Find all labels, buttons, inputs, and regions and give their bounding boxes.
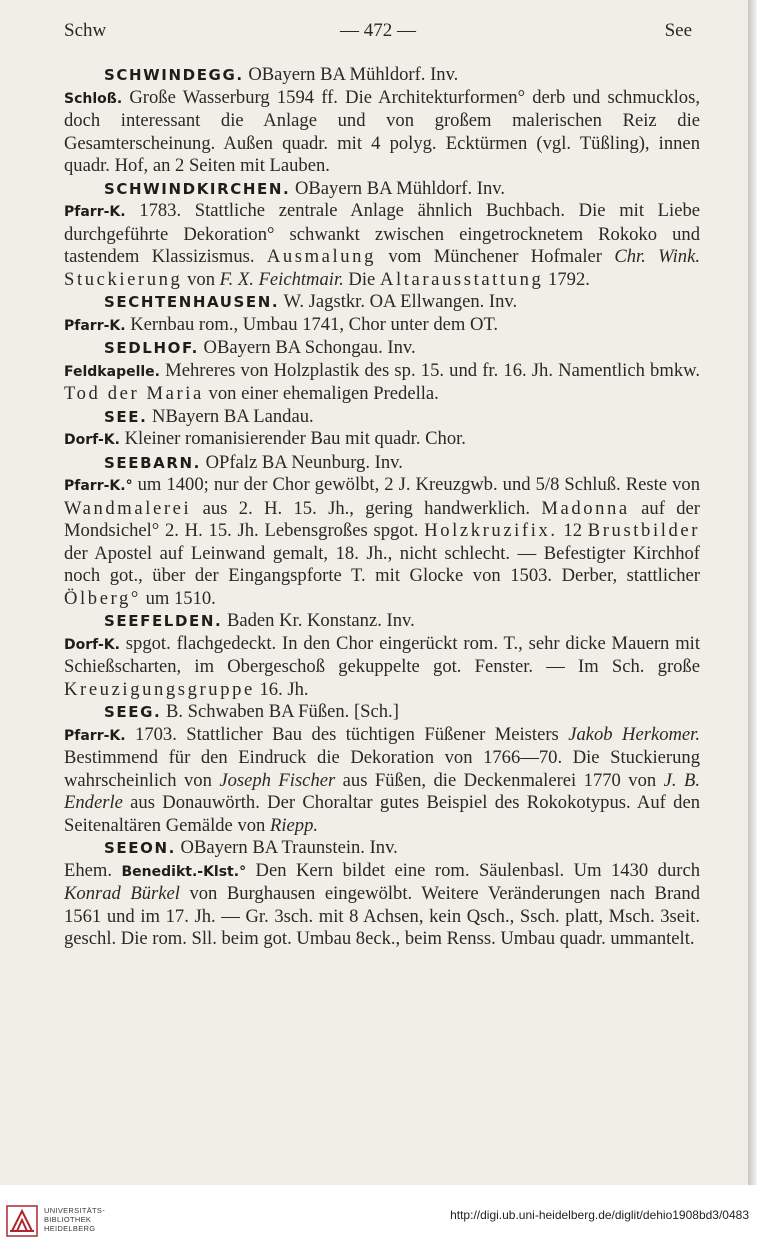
viewer-footer [0, 1185, 757, 1254]
entry-text: aus Füßen, die Deckenmalerei 1770 von [335, 769, 664, 791]
entry-text: Mehreres von Holzplastik des sp. 15. und fr. 16. Jh. Namentlich bmkw. [160, 359, 700, 381]
spaced-emphasis: Holzkruzifix. [424, 520, 558, 541]
page-number: — 472 — [340, 20, 416, 41]
entry-text: um 1510. [140, 587, 216, 609]
entry-text: spgot. flachgedeckt. In den Chor eingerückt rom. T., sehr dicke Mauern mit Schießscharten, im Obergeschoß gekuppelte got. Fenster. — Im Sch. große [64, 632, 700, 677]
entry-text: um 1400; nur der Chor gewölbt, 2 J. Kreuzgwb. und 5/8 Schluß. Reste von [132, 474, 700, 495]
artist-name: Jakob Herkomer. [568, 723, 701, 745]
entry-text: OBayern BA Mühldorf. Inv. [290, 177, 505, 199]
entry-text: 1792. [543, 268, 590, 290]
building-type-label: Pfarr-K.° [64, 478, 133, 494]
building-type-label: Schloß. [64, 90, 123, 107]
entry-text: 12 [557, 520, 588, 541]
entry-text: Den Kern bildet eine rom. Säulenbasl. Um 1430 durch [246, 859, 701, 881]
entry-text: aus 2. H. 15. Jh., gering handwerklich. [191, 497, 542, 519]
entry-heading: SEEG. [104, 703, 162, 721]
spaced-emphasis: Tod der Maria [64, 383, 204, 404]
entry-text: von Burghausen eingewölbt. Weitere Veränderungen nach Brand 1561 und im 17. Jh. — Gr. 3sch. mit 8 Achsen, kein Qsch., Ssch. platt, Msch. 3seit. geschl. Die rom. Sll. beim got. Umbau 8eck., beim Renss. Umbau quadr. ummantelt. [64, 883, 700, 949]
building-type-label: Dorf-K. [64, 432, 120, 448]
artist-name: Chr. Wink. [614, 246, 700, 267]
entry [64, 701, 700, 837]
entry-text: OPfalz BA Neunburg. Inv. [200, 451, 403, 473]
entry-text: B. Schwaben BA Füßen. [Sch.] [161, 701, 399, 722]
entry [64, 337, 700, 406]
spaced-emphasis: Madonna [541, 497, 630, 519]
entry-text: Große Wasserburg 1594 ff. Die Architekturformen° derb und schmucklos, doch interessant die Anlage und von großem malerischen Reiz die Gesamterscheinung. Außen quadr. mit 4 polyg. Ecktürmen (vgl. Tüßling), innen quadr. Hof, an 2 Seiten mit Lauben. [64, 86, 700, 176]
header-right-catchword: See [664, 20, 692, 41]
entry-text: Die [343, 268, 380, 290]
entry-heading: SECHTENHAUSEN. [104, 293, 280, 311]
spaced-emphasis: Altarausstattung [379, 268, 544, 290]
spaced-emphasis: Stuckierung [64, 268, 183, 290]
library-name-line: BIBLIOTHEK [44, 1215, 92, 1224]
entry-heading: SEDLHOF. [104, 339, 199, 357]
entry-text: vom Münchener Hofmaler [375, 246, 615, 267]
entry-heading: SEE. [104, 407, 148, 426]
library-name-line: HEIDELBERG [44, 1224, 96, 1233]
entry-text: OBayern BA Mühldorf. Inv. [243, 64, 459, 85]
entry-text: der Apostel auf Leinwand gemalt, 18. Jh., nicht schlecht. — Befestigter Kirchhof noch got., über der Eingangspforte T. mit Glocke von 1503. Derber, stattlicher [64, 542, 700, 586]
entry-heading: SEEBARN. [104, 453, 201, 472]
entry [64, 178, 700, 292]
artist-name: Riepp. [270, 814, 319, 836]
spaced-emphasis: Ausmalung [266, 246, 376, 267]
artist-name: Joseph Fischer [219, 769, 336, 791]
entry [64, 406, 700, 452]
entry-heading: SCHWINDEGG. [104, 66, 244, 84]
artist-name: F. X. Feichtmair. [219, 268, 344, 290]
entry-heading: SEEON. [104, 839, 176, 857]
entry-text: aus Donauwörth. Der Choraltar gutes Beispiel des Rokokotypus. Auf den Seitenaltären Gemälde von [64, 792, 700, 836]
entry-text: 1703. Stattlicher Bau des tüchtigen Füßener Meisters [125, 723, 569, 745]
entry-text: Bestimmend für den Eindruck die Dekoration von 1766—70. Die Stuckierung wahrscheinlich von [64, 747, 700, 791]
entry [64, 64, 700, 178]
building-type-label: Dorf-K. [64, 636, 120, 653]
header-left-catchword: Schw [64, 20, 107, 41]
entry-text: Kleiner romanisierender Bau mit quadr. Chor. [119, 428, 466, 449]
entry-text: Baden Kr. Konstanz. Inv. [222, 610, 415, 631]
entry-text: OBayern BA Traunstein. Inv. [175, 837, 398, 858]
artist-name: J. B. Enderle [64, 769, 700, 813]
building-type-label: Pfarr-K. [64, 204, 126, 220]
library-name [44, 1206, 105, 1233]
spaced-emphasis: Ölberg° [64, 587, 141, 609]
entry-text: auf der Mondsichel° 2. H. 15. Jh. Lebensgroßes spgot. [64, 497, 700, 541]
spaced-emphasis: Wandmalerei [64, 497, 192, 519]
entry-text: W. Jagstkr. OA Ellwangen. Inv. [279, 291, 518, 312]
entry [64, 610, 700, 701]
spaced-emphasis: Brustbilder [587, 520, 701, 541]
library-name-line: UNIVERSITÄTS- [44, 1206, 105, 1215]
entry-heading: SEEFELDEN. [104, 612, 223, 630]
artist-name: Konrad Bürkel [64, 883, 180, 904]
building-type-label: Pfarr-K. [64, 317, 126, 334]
page-body-text [64, 64, 700, 951]
entry-text: NBayern BA Landau. [147, 405, 314, 427]
entry-text: 16. Jh. [254, 678, 309, 700]
page-header [64, 20, 692, 48]
building-type-label: Pfarr-K. [64, 727, 126, 744]
building-type-label: Benedikt.-Klst.° [121, 863, 247, 880]
entry [64, 291, 700, 337]
entry-text: von [182, 268, 220, 290]
page-edge-shadow [748, 0, 757, 1185]
university-library-logo-icon [6, 1205, 38, 1237]
entry [64, 452, 700, 611]
permalink-url[interactable]: http://digi.ub.uni-heidelberg.de/diglit/dehio1908bd3/0483 [450, 1208, 749, 1222]
entry [64, 837, 700, 951]
entry-text: Ehem. [64, 859, 122, 881]
building-type-label: Feldkapelle. [64, 363, 160, 380]
entry-text: von einer ehemaligen Predella. [203, 383, 439, 404]
entry-text: 1783. Stattliche zentrale Anlage ähnlich Buchbach. Die mit Liebe durchgeführte Dekoration° schwankt zwischen eingetrocknetem Rokoko und tastendem Klassizismus. [64, 200, 700, 267]
spaced-emphasis: Kreuzigungsgruppe [64, 678, 255, 700]
entry-text: OBayern BA Schongau. Inv. [198, 337, 416, 358]
entry-heading: SCHWINDKIRCHEN. [104, 179, 291, 198]
entry-text: Kernbau rom., Umbau 1741, Chor unter dem OT. [125, 313, 499, 335]
